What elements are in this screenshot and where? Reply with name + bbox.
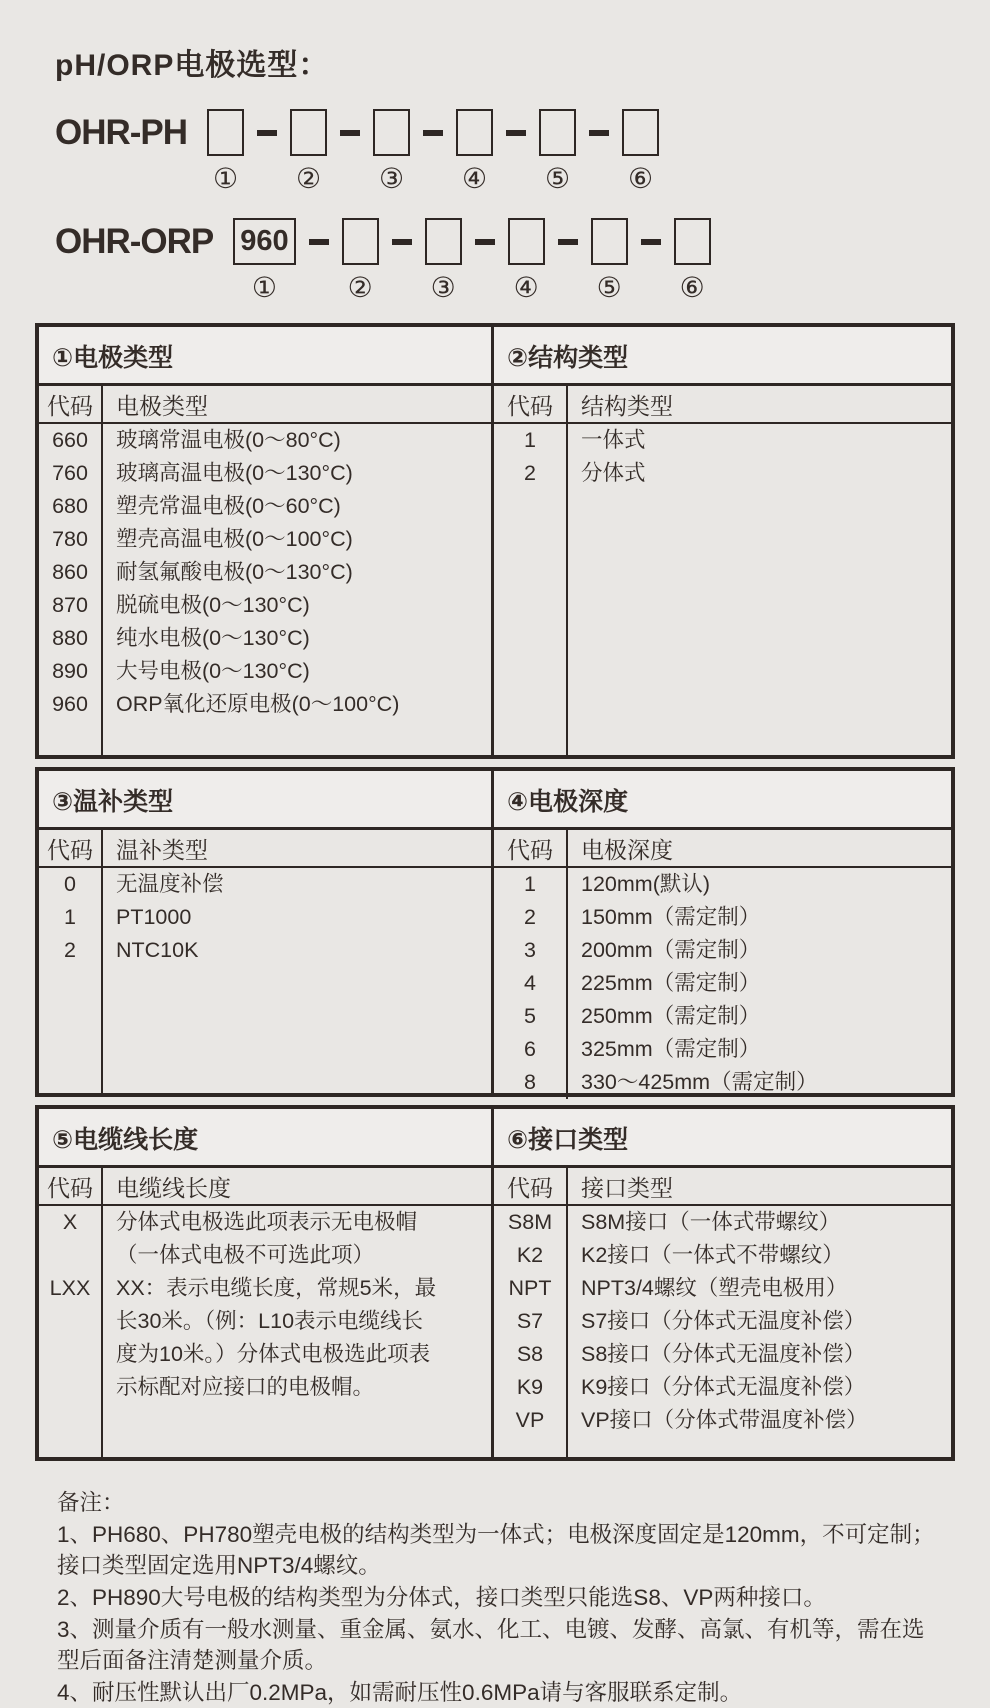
code-cell: K2 <box>516 1243 544 1267</box>
segment-number-badge: ① <box>213 163 239 194</box>
table-section <box>39 771 494 1093</box>
table-section <box>39 327 494 755</box>
desc-cell: 纯水电极(0～130°C) <box>116 626 310 650</box>
model-code-segment <box>539 109 576 194</box>
table-row <box>39 688 491 721</box>
code-cell: S8 <box>516 1342 544 1366</box>
table-row <box>39 655 491 688</box>
code-cell: 2 <box>524 905 536 929</box>
model-code-segment <box>622 109 659 194</box>
table-row <box>39 868 491 901</box>
table-row <box>494 1404 951 1437</box>
code-cell: VP <box>515 1408 545 1432</box>
table-row <box>39 523 491 556</box>
segment-number-badge: ⑤ <box>545 163 571 194</box>
desc-cell: 脱硫电极(0～130°C) <box>116 593 310 617</box>
code-box-empty <box>539 109 576 156</box>
segment-number-badge: ② <box>296 163 322 194</box>
code-column-header: 代码 <box>507 836 553 863</box>
datasheet-page <box>0 40 990 1708</box>
table-header-row <box>494 1168 951 1206</box>
code-cell: 870 <box>52 593 88 617</box>
table-row <box>39 934 491 967</box>
section-title: ⑤电缆线长度 <box>39 1109 491 1168</box>
table-row <box>494 1000 951 1033</box>
section-title: ②结构类型 <box>494 327 951 386</box>
table-row <box>494 424 951 457</box>
table-row <box>39 901 491 934</box>
code-cell: 760 <box>52 461 88 485</box>
model-code-segment <box>456 109 493 194</box>
section-title: ③温补类型 <box>39 771 491 830</box>
selection-table-band <box>35 767 955 1097</box>
page-title: pH/ORP电极选型： <box>55 49 330 82</box>
model-code-segment <box>425 218 462 303</box>
desc-column-header: 温补类型 <box>116 836 208 863</box>
desc-cell: NTC10K <box>116 938 199 962</box>
selection-table-band <box>35 1105 955 1461</box>
model-code-line <box>55 109 990 194</box>
desc-cell: NPT3/4螺纹（塑壳电极用） <box>581 1276 848 1300</box>
code-cell: 3 <box>524 938 536 962</box>
code-column-header: 代码 <box>47 836 93 863</box>
code-column-header: 代码 <box>507 1174 553 1201</box>
model-code-segment <box>207 109 244 194</box>
table-header-row <box>39 830 491 868</box>
section-body <box>39 1168 491 1457</box>
desc-cell: 玻璃常温电极(0～80°C) <box>116 428 341 452</box>
selection-table-band <box>35 323 955 759</box>
desc-cell: XX：表示电缆长度，常规5米，最长30米。（例：L10表示电缆线长度为10米。）分体式电极选此项表示标配对应接口的电极帽。 <box>116 1276 437 1399</box>
desc-cell: 大号电极(0～130°C) <box>116 659 310 683</box>
table-row <box>39 1206 491 1272</box>
code-box-empty <box>508 218 545 265</box>
table-row <box>39 457 491 490</box>
desc-cell: ORP氧化还原电极(0～100°C) <box>116 692 400 716</box>
table-row <box>494 1033 951 1066</box>
model-prefix: OHR-ORP <box>55 222 214 261</box>
table-row <box>39 556 491 589</box>
table-header-row <box>39 1168 491 1206</box>
segment-number-badge: ① <box>251 272 278 303</box>
desc-cell: 耐氢氟酸电极(0～130°C) <box>116 560 353 584</box>
table-row <box>494 1338 951 1371</box>
code-cell: K9 <box>516 1375 544 1399</box>
table-row <box>494 868 951 901</box>
desc-column-header: 接口类型 <box>581 1174 673 1201</box>
desc-cell: 一体式 <box>581 428 646 452</box>
dash-separator <box>475 239 495 245</box>
table-row <box>39 424 491 457</box>
desc-cell: 分体式 <box>581 461 646 485</box>
code-box-empty <box>207 109 244 156</box>
desc-cell: 325mm（需定制） <box>581 1037 761 1061</box>
code-cell: 680 <box>52 494 88 518</box>
desc-cell: 120mm(默认) <box>581 872 711 896</box>
table-header-row <box>494 830 951 868</box>
code-column-header: 代码 <box>47 1174 93 1201</box>
model-code-segment <box>591 218 628 303</box>
code-cell: LXX <box>49 1276 91 1300</box>
notes-list <box>57 1519 940 1708</box>
table-row <box>494 967 951 1000</box>
note-line: 2、PH890大号电极的结构类型为分体式，接口类型只能选S8、VP两种接口。 <box>57 1585 826 1610</box>
code-cell: 880 <box>52 626 88 650</box>
segment-number-badge: ④ <box>462 163 488 194</box>
table-section <box>494 327 951 755</box>
code-cell: 2 <box>524 461 536 485</box>
notes-heading: 备注： <box>57 1490 125 1515</box>
segment-number-badge: ③ <box>379 163 405 194</box>
desc-cell: PT1000 <box>116 905 192 929</box>
dash-separator <box>506 130 526 136</box>
code-cell: 2 <box>64 938 76 962</box>
code-box-filled: 960 <box>233 218 295 265</box>
code-cell: 860 <box>52 560 88 584</box>
table-row <box>39 490 491 523</box>
desc-cell: S8M接口（一体式带螺纹） <box>581 1210 841 1234</box>
table-row <box>494 1272 951 1305</box>
section-body <box>494 830 951 1099</box>
segment-number-badge: ② <box>347 272 373 303</box>
table-row <box>39 622 491 655</box>
code-cell: 1 <box>524 428 536 452</box>
dash-separator <box>423 130 443 136</box>
note-line: 1、PH680、PH780塑壳电极的结构类型为一体式；电极深度固定是120mm，不可定制；接口类型固定选用NPT3/4螺纹。 <box>57 1522 935 1578</box>
table-row <box>494 1371 951 1404</box>
table-row <box>494 1305 951 1338</box>
model-code-segment <box>233 218 295 303</box>
section-title: ①电极类型 <box>39 327 491 386</box>
code-box-empty <box>591 218 628 265</box>
table-row <box>494 1066 951 1099</box>
model-code-segment <box>342 218 379 303</box>
code-box-empty <box>425 218 462 265</box>
code-box-empty <box>622 109 659 156</box>
segment-number-badge: ④ <box>513 272 539 303</box>
desc-cell: 玻璃高温电极(0～130°C) <box>116 461 353 485</box>
segment-number-badge: ⑥ <box>628 163 654 194</box>
dash-separator <box>589 130 609 136</box>
dash-separator <box>309 239 329 245</box>
segment-number-badge: ③ <box>430 272 456 303</box>
notes-section <box>57 1487 940 1708</box>
code-box-empty <box>674 218 711 265</box>
desc-column-header: 结构类型 <box>581 392 673 419</box>
code-cell: X <box>62 1210 78 1234</box>
desc-cell: 225mm（需定制） <box>581 971 761 995</box>
desc-column-header: 电极深度 <box>581 836 673 863</box>
selection-tables <box>0 323 990 1461</box>
code-cell: S7 <box>516 1309 544 1333</box>
desc-cell: 150mm（需定制） <box>581 905 761 929</box>
desc-cell: 250mm（需定制） <box>581 1004 761 1028</box>
desc-cell: K2接口（一体式不带螺纹） <box>581 1243 844 1267</box>
code-box-empty <box>456 109 493 156</box>
model-code-segment <box>674 218 711 303</box>
table-section <box>494 771 951 1093</box>
table-row <box>494 457 951 490</box>
model-code-segment <box>508 218 545 303</box>
model-prefix: OHR-PH <box>55 113 188 152</box>
code-box-empty <box>373 109 410 156</box>
table-header-row <box>494 386 951 424</box>
table-row <box>494 1206 951 1239</box>
dash-separator <box>340 130 360 136</box>
table-row <box>39 1272 491 1404</box>
desc-column-header: 电极类型 <box>116 392 208 419</box>
model-code-diagrams <box>55 109 990 303</box>
desc-cell: K9接口（分体式无温度补偿） <box>581 1375 866 1399</box>
desc-cell: S8接口（分体式无温度补偿） <box>581 1342 866 1366</box>
code-cell: 1 <box>64 905 76 929</box>
code-cell: 960 <box>52 692 88 716</box>
desc-cell: 塑壳常温电极(0～60°C) <box>116 494 341 518</box>
code-cell: 8 <box>524 1070 536 1094</box>
code-cell: 0 <box>64 872 76 896</box>
table-row <box>494 934 951 967</box>
code-column-header: 代码 <box>507 392 553 419</box>
code-box-empty <box>290 109 327 156</box>
note-line: 4、耐压性默认出厂0.2MPa，如需耐压性0.6MPa请与客服联系定制。 <box>57 1680 743 1705</box>
dash-separator <box>641 239 661 245</box>
code-cell: 780 <box>52 527 88 551</box>
code-cell: 890 <box>52 659 88 683</box>
code-box-empty <box>342 218 379 265</box>
model-code-segment <box>290 109 327 194</box>
table-row <box>494 901 951 934</box>
desc-cell: VP接口（分体式带温度补偿） <box>581 1408 868 1432</box>
desc-cell: 330～425mm（需定制） <box>581 1070 818 1094</box>
section-body <box>494 386 951 755</box>
desc-cell: S7接口（分体式无温度补偿） <box>581 1309 866 1333</box>
code-cell: 6 <box>524 1037 536 1061</box>
section-title: ④电极深度 <box>494 771 951 830</box>
code-cell: NPT <box>508 1276 552 1300</box>
table-row <box>39 589 491 622</box>
code-column-header: 代码 <box>47 392 93 419</box>
desc-column-header: 电缆线长度 <box>116 1174 231 1201</box>
section-body <box>39 830 491 1093</box>
section-body <box>39 386 491 755</box>
table-row <box>494 1239 951 1272</box>
table-header-row <box>39 386 491 424</box>
desc-cell: 分体式电极选此项表示无电极帽（一体式电极不可选此项） <box>116 1210 418 1267</box>
segment-number-badge: ⑥ <box>679 272 705 303</box>
table-section <box>39 1109 494 1457</box>
model-code-segment <box>373 109 410 194</box>
model-code-line <box>55 218 990 303</box>
dash-separator <box>257 130 277 136</box>
code-cell: S8M <box>507 1210 553 1234</box>
note-line: 3、测量介质有一般水测量、重金属、氨水、化工、电镀、发酵、高氯、有机等，需在选型后面备注清楚测量介质。 <box>57 1617 925 1673</box>
section-body <box>494 1168 951 1457</box>
segment-number-badge: ⑤ <box>596 272 622 303</box>
dash-separator <box>558 239 578 245</box>
code-cell: 4 <box>524 971 536 995</box>
section-title: ⑥接口类型 <box>494 1109 951 1168</box>
code-cell: 1 <box>524 872 536 896</box>
table-section <box>494 1109 951 1457</box>
desc-cell: 塑壳高温电极(0～100°C) <box>116 527 353 551</box>
code-cell: 5 <box>524 1004 536 1028</box>
desc-cell: 200mm（需定制） <box>581 938 761 962</box>
desc-cell: 无温度补偿 <box>116 872 224 896</box>
dash-separator <box>392 239 412 245</box>
code-cell: 660 <box>52 428 88 452</box>
